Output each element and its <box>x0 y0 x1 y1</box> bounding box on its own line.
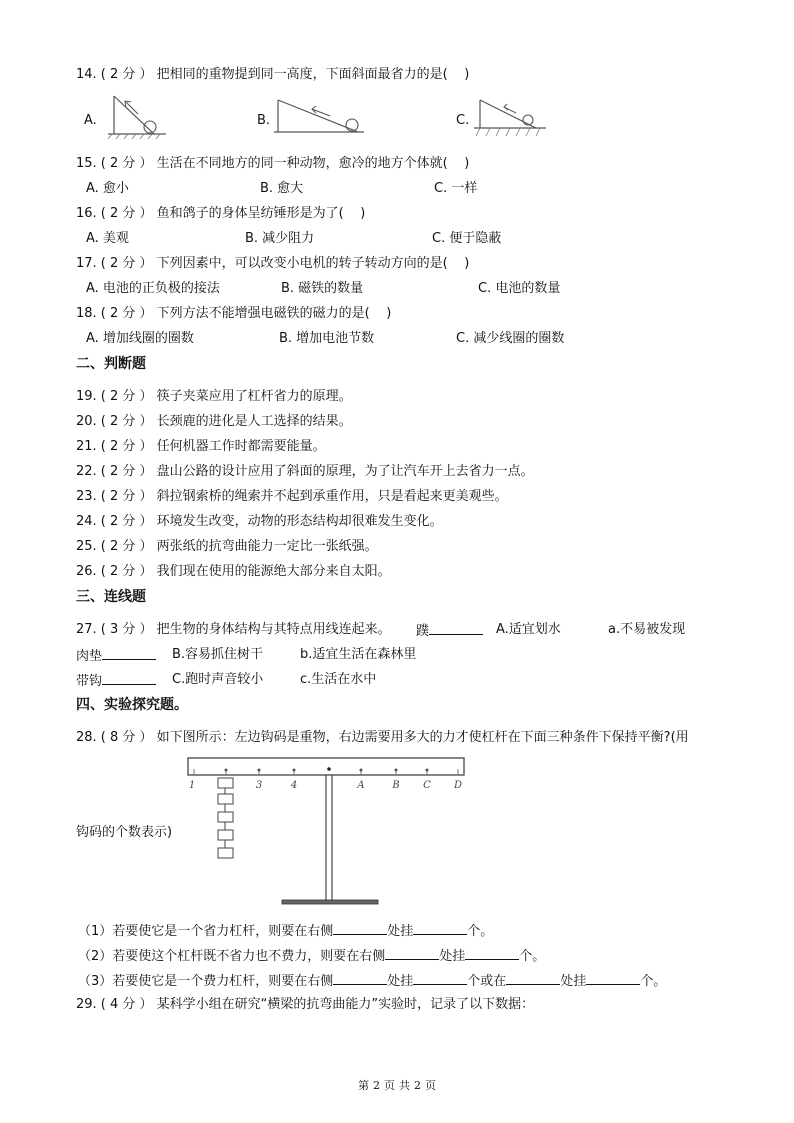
q28-sub2-blank-count[interactable] <box>465 946 519 960</box>
fulcrum-pivot <box>327 767 331 771</box>
q17-option-c: C. 电池的数量 <box>478 281 561 296</box>
footer-total-pages: 2 <box>414 1079 421 1092</box>
q15-option-c: C. 一样 <box>434 181 478 196</box>
q28-sub-3 <box>78 971 666 991</box>
q15-option-a: A. 愈小 <box>86 181 129 196</box>
q27-blank-1[interactable] <box>429 621 483 635</box>
q28-sub2-unit: 个。 <box>519 949 546 964</box>
q28-sub1-hang: 处挂 <box>387 924 414 939</box>
lever-figure <box>184 756 474 908</box>
q18-option-c: C. 减少线圈的圈数 <box>456 331 565 346</box>
section-title-matching: 三、连线题 <box>76 589 146 605</box>
q15-option-b: B. 愈大 <box>260 181 304 196</box>
footer-text-gong: 共 <box>399 1079 410 1092</box>
q27-blank-2[interactable] <box>102 646 156 660</box>
q27-row2-mid: B.容易抓住树干 <box>172 647 264 662</box>
q28-sub1-blank-count[interactable] <box>413 921 467 935</box>
q28-sub2-blank-position[interactable] <box>385 946 439 960</box>
q27-row1-mid: A.适宜划水 <box>496 622 561 637</box>
q28-sub2-hang: 处挂 <box>439 949 466 964</box>
q17-option-a: A. 电池的正负极的接法 <box>86 281 220 296</box>
q27-row2-left <box>76 646 156 666</box>
q28-sub1-blank-position[interactable] <box>333 921 387 935</box>
q28-sub3-text: （3）若要使它是一个费力杠杆，则要在右侧 <box>78 974 334 989</box>
q16-option-b: B. 减少阻力 <box>245 231 315 246</box>
question-14: 14. ( 2 分 ） 把相同的重物提到同一高度，下面斜面最省力的是( ) <box>76 67 470 82</box>
lever-stand-base <box>282 900 378 904</box>
question-21: 21. ( 2 分 ） 任何机器工作时都需要能量。 <box>76 439 326 454</box>
q28-sub3-unit: 个。 <box>640 974 667 989</box>
q18-option-b: B. 增加电池节数 <box>279 331 375 346</box>
question-26: 26. ( 2 分 ） 我们现在使用的能源绝大部分来自太阳。 <box>76 564 391 579</box>
question-15: 15. ( 2 分 ） 生活在不同地方的同一种动物，愈冷的地方个体就( ) <box>76 156 470 171</box>
tick-label-a: A <box>357 780 365 791</box>
q27-row2-right: b.适宜生活在森林里 <box>300 647 417 662</box>
q27-row3-mid: C.跑时声音较小 <box>172 672 264 687</box>
q16-option-a: A. 美观 <box>86 231 129 246</box>
question-27 <box>76 621 391 639</box>
q27-row1-right: a.不易被发现 <box>608 622 686 637</box>
question-16: 16. ( 2 分 ） 鱼和鸽子的身体呈纺锤形是为了( ) <box>76 206 366 221</box>
question-17: 17. ( 2 分 ） 下列因素中，可以改变小电机的转子转动方向的是( ) <box>76 256 470 271</box>
question-23: 23. ( 2 分 ） 斜拉钢索桥的绳索并不起到承重作用，只是看起来更美观些。 <box>76 489 508 504</box>
page-footer <box>0 1077 794 1093</box>
q14-option-b-label: B. <box>257 113 271 128</box>
q28-sub3-blank-position[interactable] <box>333 971 387 985</box>
question-28: 28. ( 8 分 ） 如下图所示：左边钩码是重物，右边需要用多大的力才使杠杆在下面三种条件下保持平衡?(用 <box>76 730 689 745</box>
tick-label-c: C <box>423 780 431 791</box>
footer-text-ye-2: 页 <box>425 1079 436 1092</box>
q28-sub2-text: （2）若要使这个杠杆既不省力也不费力，则要在右侧 <box>78 949 386 964</box>
q27-item-web: 蹼 <box>416 624 430 639</box>
question-25: 25. ( 2 分 ） 两张纸的抗弯曲能力一定比一张纸强。 <box>76 539 378 554</box>
tick-label-1: 1 <box>188 780 196 791</box>
q27-item-hook: 带钩 <box>76 674 103 689</box>
question-28-continued: 钩码的个数表示) <box>76 825 173 840</box>
q28-sub3-blank-count[interactable] <box>413 971 467 985</box>
q28-sub1-unit: 个。 <box>467 924 494 939</box>
section-title-experiment: 四、实验探究题。 <box>76 697 188 713</box>
question-24: 24. ( 2 分 ） 环境发生改变，动物的形态结构却很难发生变化。 <box>76 514 443 529</box>
hooked-weights <box>218 778 233 858</box>
q28-sub3-or: 个或在 <box>467 974 507 989</box>
incline-gentle-figure <box>272 96 368 140</box>
q27-text: 27. ( 3 分 ） 把生物的身体结构与其特点用线连起来。 <box>76 622 391 637</box>
lever-beam <box>188 758 464 775</box>
q28-sub3-hang-2: 处挂 <box>560 974 587 989</box>
question-20: 20. ( 2 分 ） 长颈鹿的进化是人工选择的结果。 <box>76 414 352 429</box>
q28-sub3-blank-count-2[interactable] <box>586 971 640 985</box>
q17-option-b: B. 磁铁的数量 <box>281 281 364 296</box>
q16-option-c: C. 便于隐蔽 <box>432 231 502 246</box>
q27-row3-left <box>76 671 156 691</box>
q28-sub1-text: （1）若要使它是一个省力杠杆，则要在右侧 <box>78 924 334 939</box>
tick-label-3: 3 <box>255 780 263 791</box>
question-19: 19. ( 2 分 ） 筷子夹菜应用了杠杆省力的原理。 <box>76 389 352 404</box>
q28-sub-1 <box>78 921 493 941</box>
q28-sub-2 <box>78 946 545 966</box>
q14-option-a-label: A. <box>84 113 97 128</box>
q27-row1-left <box>416 621 483 641</box>
section-title-judgement: 二、判断题 <box>76 356 146 372</box>
question-18: 18. ( 2 分 ） 下列方法不能增强电磁铁的磁力的是( ) <box>76 306 392 321</box>
q28-sub3-hang: 处挂 <box>387 974 414 989</box>
q27-row3-right: c.生活在水中 <box>300 672 377 687</box>
incline-medium-figure <box>474 96 548 140</box>
lever-stand-pole <box>326 775 332 901</box>
footer-text-di: 第 <box>358 1079 369 1092</box>
footer-text-ye: 页 <box>384 1079 395 1092</box>
tick-label-4: 4 <box>290 780 298 791</box>
q18-option-a: A. 增加线圈的圈数 <box>86 331 194 346</box>
q27-blank-3[interactable] <box>102 671 156 685</box>
question-29: 29. ( 4 分 ） 某科学小组在研究“横梁的抗弯曲能力”实验时，记录了以下数据： <box>76 997 535 1012</box>
q28-sub3-blank-position-2[interactable] <box>506 971 560 985</box>
tick-label-d: D <box>453 780 463 791</box>
q14-option-c-label: C. <box>456 113 470 128</box>
q27-item-pad: 肉垫 <box>76 649 103 664</box>
tick-label-b: B <box>392 780 400 791</box>
footer-current-page: 2 <box>373 1079 380 1092</box>
question-22: 22. ( 2 分 ） 盘山公路的设计应用了斜面的原理，为了让汽车开上去省力一点。 <box>76 464 534 479</box>
incline-steep-figure <box>108 92 168 140</box>
